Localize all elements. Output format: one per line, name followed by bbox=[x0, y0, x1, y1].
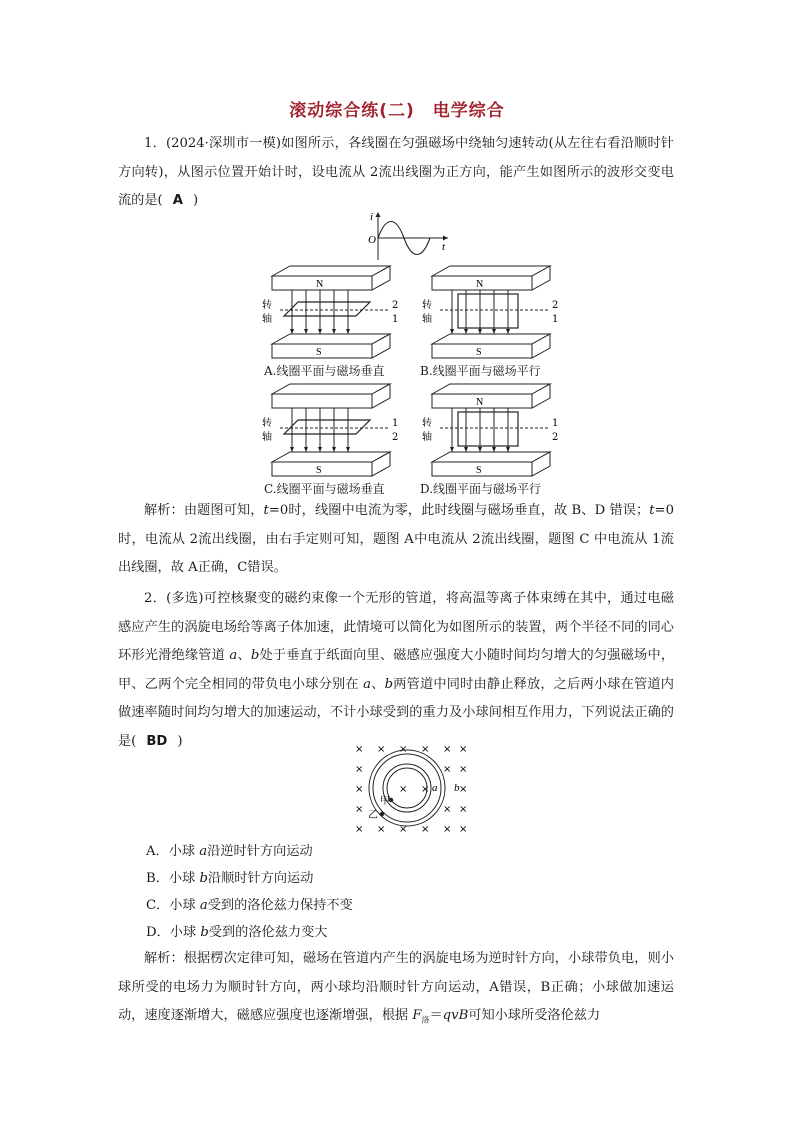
figure-a-terminal-top: 2 bbox=[392, 300, 398, 311]
question-2-text-1: 2．(多选)可控核聚变的磁约束像一个无形的管道，将高温等离子体束缚在其中，通过电磁感应产生的涡旋电场给等离子体加速，此情境可以简化为如图所示的装置，两个半径不同的同心环形光滑绝缘管道 bbox=[118, 591, 674, 663]
option-b-var: b bbox=[199, 871, 208, 886]
option-a-prefix: A．小球 bbox=[146, 844, 200, 859]
graph-t-label: t bbox=[442, 241, 446, 253]
field-cross-mark: × bbox=[421, 784, 430, 795]
solution-1-part-3: =0时，电流从 2流出线圈，由右手定则可知，题图 A中电流从 2流出线圈，题图 C 中电流从 1流出线圈，故 A正确，C错误。 bbox=[118, 503, 674, 575]
solution-2-force-symbol: F bbox=[412, 1008, 422, 1023]
figure-c-caption: C.线圈平面与磁场垂直 bbox=[264, 482, 385, 496]
question-2-var-b-1: b bbox=[250, 648, 260, 663]
solution-2-part-2: 可知小球所受洛伦兹力 bbox=[468, 1008, 601, 1023]
solution-1-t-symbol-1: t bbox=[263, 503, 269, 518]
solution-1-t-symbol-2: t bbox=[649, 503, 655, 518]
option-a-text: 沿逆时针方向运动 bbox=[207, 844, 313, 859]
field-cross-mark: × bbox=[355, 764, 364, 775]
solution-1 bbox=[118, 497, 674, 583]
figure-d-terminal-top: 1 bbox=[552, 418, 558, 429]
figure-c-axis-label-2: 轴 bbox=[262, 432, 272, 443]
field-cross-mark: × bbox=[399, 744, 408, 755]
question-2 bbox=[118, 585, 674, 756]
field-cross-mark: × bbox=[399, 784, 408, 795]
figure-c-south: S bbox=[316, 465, 322, 476]
field-cross-mark: × bbox=[399, 824, 408, 835]
solution-2-equals: ＝ bbox=[429, 1008, 443, 1023]
option-a bbox=[146, 842, 313, 862]
figure-d bbox=[418, 382, 558, 478]
field-cross-mark: × bbox=[459, 744, 468, 755]
figure-b-south: S bbox=[476, 347, 482, 358]
question-1-close: ) bbox=[192, 193, 199, 208]
ring-label-a: a bbox=[432, 782, 438, 794]
solution-2-force-subscript: 洛 bbox=[421, 1015, 430, 1025]
page-title: 滚动综合练(二) 电学综合 bbox=[289, 101, 505, 121]
field-cross-mark: × bbox=[421, 744, 430, 755]
figure-a-south: S bbox=[316, 347, 322, 358]
option-d-prefix: D．小球 bbox=[146, 925, 201, 940]
question-2-var-b-2: b bbox=[384, 676, 394, 692]
figure-d-south: S bbox=[476, 465, 482, 476]
question-2-close: ) bbox=[177, 733, 183, 749]
figure-b-axis-label-1: 转 bbox=[422, 300, 432, 311]
option-d-text: 受到的洛伦兹力变大 bbox=[208, 925, 328, 940]
field-cross-mark: × bbox=[377, 824, 386, 835]
figure-b-north: N bbox=[476, 279, 484, 290]
graph-origin-label: O bbox=[368, 234, 376, 246]
question-2-var-a-2: a bbox=[363, 676, 372, 692]
waveform-graph bbox=[364, 210, 454, 262]
figure-b-axis-label-2: 轴 bbox=[422, 314, 432, 325]
figure-d-axis-label-2: 轴 bbox=[422, 432, 432, 443]
ring-figure bbox=[350, 738, 470, 838]
field-cross-mark: × bbox=[459, 784, 468, 795]
field-cross-mark: × bbox=[459, 824, 468, 835]
question-2-text-4: 、 bbox=[371, 676, 385, 692]
figure-a-caption: A.线圈平面与磁场垂直 bbox=[264, 364, 385, 378]
solution-1-part-1: 解析：由题图可知， bbox=[144, 503, 264, 518]
question-2-text-5: 两管道中同时由静止释放，之后两小球在管道内做速率随时间均匀增大的加速运动，不计小球受到的重力及小球间相互作用力，下列说法正确的是( bbox=[118, 676, 674, 749]
figure-d-axis-label-1: 转 bbox=[422, 418, 432, 429]
field-cross-mark: × bbox=[355, 744, 364, 755]
field-cross-mark: × bbox=[355, 804, 364, 815]
option-c-text: 受到的洛伦兹力保持不变 bbox=[207, 898, 353, 913]
field-cross-mark: × bbox=[355, 824, 364, 835]
solution-2 bbox=[118, 945, 674, 1035]
question-1 bbox=[118, 130, 674, 216]
field-cross-mark: × bbox=[443, 764, 452, 775]
option-a-var: a bbox=[199, 844, 208, 859]
graph-i-label: i bbox=[370, 211, 374, 223]
field-cross-mark: × bbox=[443, 744, 452, 755]
figure-c bbox=[258, 382, 398, 478]
figure-d-north: N bbox=[476, 397, 484, 408]
ring-label-jia: 甲 bbox=[380, 796, 390, 807]
option-d-var: b bbox=[200, 925, 209, 940]
field-cross-mark: × bbox=[443, 804, 452, 815]
field-cross-mark: × bbox=[377, 744, 386, 755]
figure-b-terminal-top: 2 bbox=[552, 300, 558, 311]
figure-a-terminal-bottom: 1 bbox=[392, 314, 398, 325]
field-cross-mark: × bbox=[421, 824, 430, 835]
figure-b-caption: B.线圈平面与磁场平行 bbox=[420, 364, 541, 378]
question-2-answer: BD bbox=[146, 733, 168, 749]
field-cross-mark: × bbox=[459, 804, 468, 815]
figure-c-terminal-bottom: 2 bbox=[392, 432, 398, 443]
ring-label-b: b bbox=[454, 782, 460, 794]
solution-2-part-1: 解析：根据楞次定律可知，磁场在管道内产生的涡旋电场为逆时针方向，小球带负电，则小球所受的电场力为顺时针方向，两小球均沿顺时针方向运动，A错误，B正确；小球做加速运动，速度逐渐增大，磁感应强度也逐渐增强，根据 bbox=[118, 951, 674, 1023]
solution-2-qvb: qvB bbox=[442, 1008, 469, 1023]
field-cross-mark: × bbox=[355, 784, 364, 795]
question-1-text: 1．(2024·深圳市一模)如图所示，各线圈在匀强磁场中绕轴匀速转动(从左往右看沿顺时针方向转)，从图示位置开始计时，设电流从 2流出线圈为正方向，能产生如图所示的波形交变电流的是( bbox=[118, 136, 674, 208]
figure-d-terminal-bottom: 2 bbox=[552, 432, 558, 443]
option-c-prefix: C．小球 bbox=[146, 898, 200, 913]
figure-a-north: N bbox=[316, 279, 324, 290]
figure-c-terminal-top: 1 bbox=[392, 418, 398, 429]
question-1-answer: A bbox=[172, 193, 183, 208]
figure-d-caption: D.线圈平面与磁场平行 bbox=[420, 482, 542, 496]
option-c-var: a bbox=[199, 898, 208, 913]
question-2-text-2: 、 bbox=[237, 648, 251, 663]
figure-a-axis-label-1: 转 bbox=[262, 300, 272, 311]
figure-b-terminal-bottom: 1 bbox=[552, 314, 558, 325]
figure-a bbox=[258, 264, 398, 360]
option-b bbox=[146, 869, 313, 889]
option-b-text: 沿顺时针方向运动 bbox=[207, 871, 314, 886]
solution-1-part-2: =0时，线圈中电流为零，此时线圈与磁场垂直，故 B、D 错误； bbox=[268, 503, 650, 518]
option-c bbox=[146, 896, 353, 916]
field-cross-mark: × bbox=[459, 764, 468, 775]
field-cross-mark: × bbox=[443, 824, 452, 835]
figure-b bbox=[418, 264, 558, 360]
option-b-prefix: B．小球 bbox=[146, 871, 200, 886]
question-2-var-a-1: a bbox=[229, 648, 238, 663]
question-2-text-3: 处于垂直于纸面向里、磁感应强度大小随时间均匀增大的匀强磁场中，甲、乙两个完全相同的带负电小球分别在 bbox=[118, 648, 675, 692]
option-d bbox=[146, 923, 327, 943]
figure-a-axis-label-2: 轴 bbox=[262, 314, 272, 325]
ring-label-yi: 乙 bbox=[368, 810, 378, 821]
figure-c-axis-label-1: 转 bbox=[262, 418, 272, 429]
